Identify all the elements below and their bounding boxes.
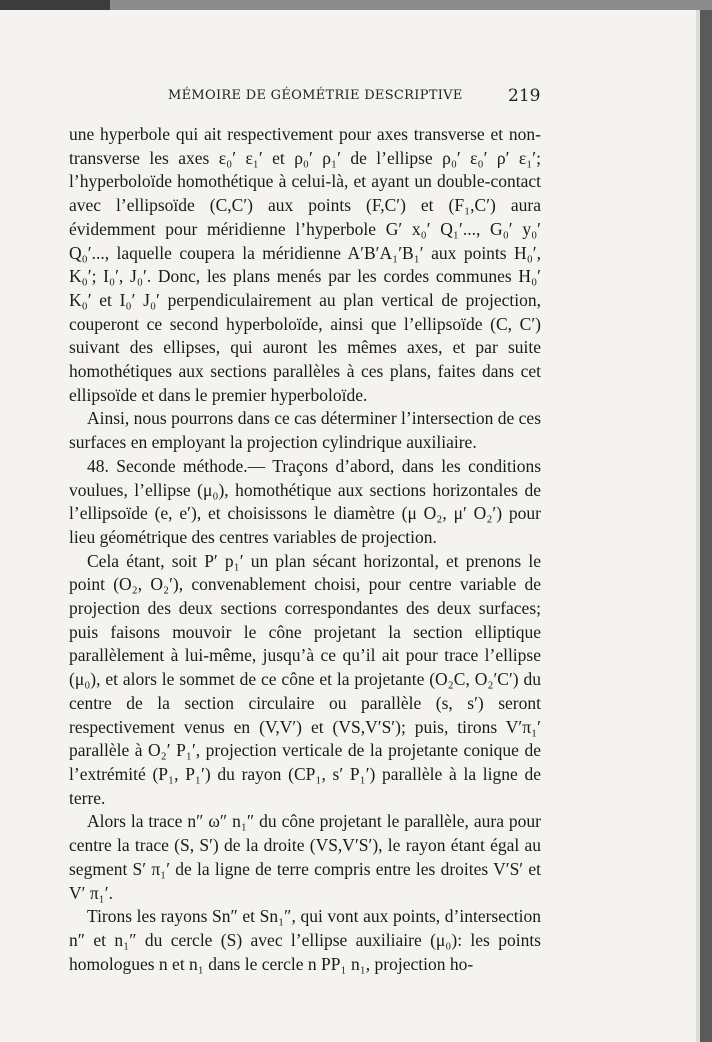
running-header: MÉMOIRE DE GÉOMÉTRIE DESCRIPTIVE <box>168 88 463 103</box>
paragraph: une hyperbole qui ait respectivement pour axes transverse et non-transverse les axes ε₀′ ε₁′ et ρ₀′ ρ₁′ de l’ellipse ρ₀′ ε₀′ ρ′ ε₁′; l’hyperboloïde homothétique à celui-là, et ayant un double-contact avec l’ellipsoïde (C,C′) aux points (F,C′) et (F₁,C′) aura évidemment pour méridienne l’hyperbole G′ x₀′ Q₁′..., G₀′ y₀′ Q₀′..., laquelle coupera la méridienne A′B′A₁′B₁′ aux points H₀′, K₀′; I₀′, J₀′. Donc, les plans menés par les cordes communes H₀′ K₀′ et I₀′ J₀′ perpendiculairement au plan vertical de projection, couperont ce second hyperboloïde, ainsi que l’ellipsoïde (C, C′) suivant des ellipses, qui auront les mêmes axes, et par suite homothétiques aux sections parallèles à ces plans, faites dans cet ellipsoïde et dans le premier hyperboloïde. <box>69 124 541 405</box>
page-number: 219 <box>508 86 541 106</box>
book-page <box>0 10 700 1042</box>
paragraph: Alors la trace n″ ω″ n₁″ du cône projetant le parallèle, aura pour centre la trace (S, S′) de la droite (VS,V′S′), le rayon étant égal au segment S′ π₁′ de la ligne de terre compris entre les droites V′S′ et V′ π₁′. <box>69 811 541 903</box>
paragraph: Cela étant, soit P′ p₁′ un plan sécant horizontal, et prenons le point (O₂, O₂′), convenablement choisi, pour centre variable de projection des deux sections correspondantes des deux surfaces; puis faisons mouvoir le cône projetant la section elliptique parallèlement à lui-même, jusqu’à ce qu’il ait pour trace l’ellipse (μ₀), et alors le sommet de ce cône et la projetante (O₂C, O₂′C′) du centre de la section circulaire ou parallèle (s, s′) seront respectivement venus en (V,V′) et (VS,V′S′); puis, tirons V′π₁′ parallèle à O₂′ P₁′, projection verticale de la projetante conique de l’extrémité (P₁, P₁′) du rayon (CP₁, s′ P₁′) parallèle à la ligne de terre. <box>69 550 541 808</box>
section-48-paragraph: 48. Seconde méthode.— Traçons d’abord, dans les conditions voulues, l’ellipse (μ₀), homothétique aux sections horizontales de l’ellipsoïde (e, e′), et choisissons le diamètre (μ O₂, μ′ O₂′) pour lieu géométrique des centres variables de projection. <box>69 455 541 547</box>
scan-top-edge <box>0 0 712 10</box>
body-text <box>69 123 541 976</box>
paragraph: Ainsi, nous pourrons dans ce cas déterminer l’intersection de ces surfaces en employant la projection cylindrique auxiliaire. <box>69 408 541 453</box>
paragraph: Tirons les rayons Sn″ et Sn₁″, qui vont aux points, d’intersection n″ et n₁″ du cercle (S) avec l’ellipse auxiliaire (μ₀): les points homologues n et n₁ dans le cercle n PP₁ n₁, projection ho- <box>69 906 541 974</box>
